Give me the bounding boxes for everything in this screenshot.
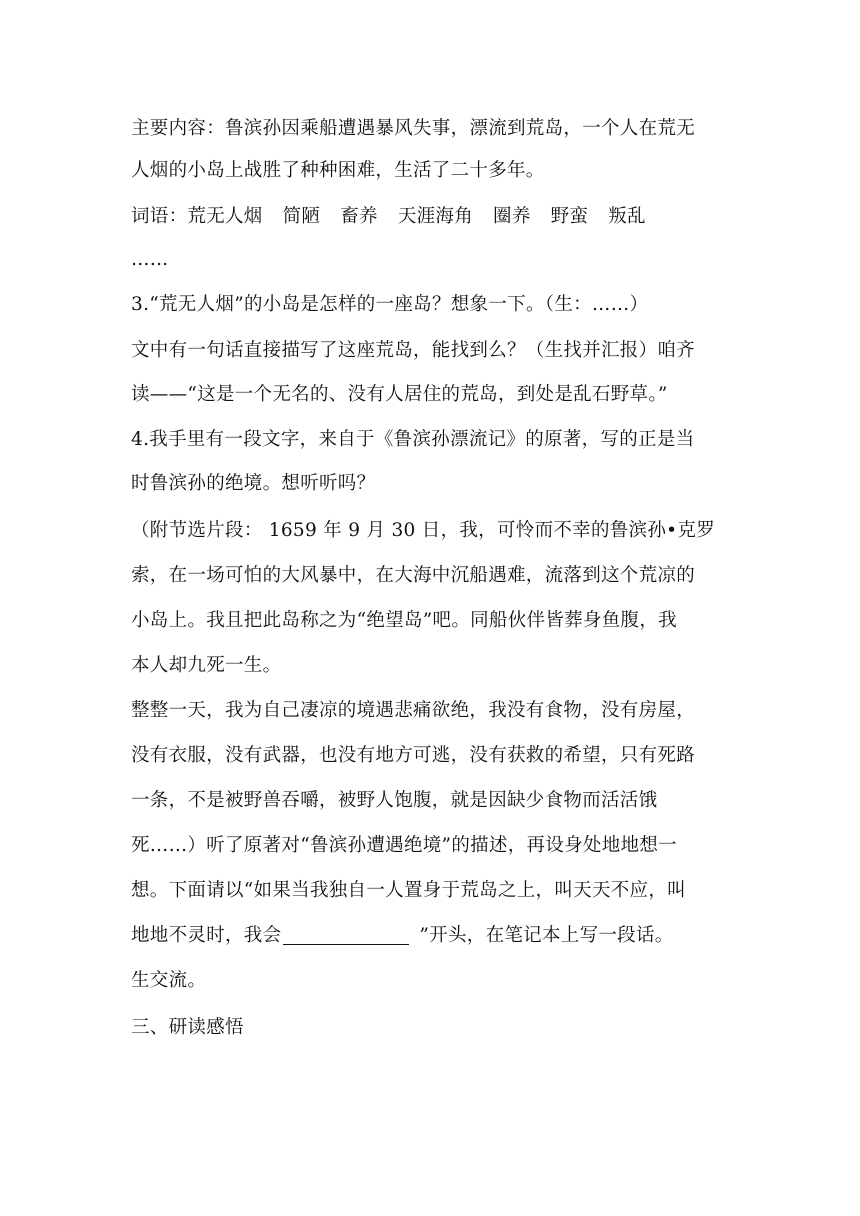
excerpt-line: 索，在一场可怕的大风暴中，在大海中沉船遇难，流落到这个荒凉的 — [131, 565, 696, 586]
text-line: 生交流。 — [131, 970, 207, 991]
writing-prompt-line — [131, 924, 731, 948]
excerpt-line: （附节选片段： 1659 年 9 月 30 日，我，可怜而不幸的鲁滨孙•克罗 — [131, 520, 715, 541]
prompt-start: 地地不灵时，我会 — [131, 925, 282, 946]
vocab-word: 圈养 — [493, 206, 531, 227]
vocab-word: 荒无人烟 — [187, 206, 263, 227]
text-line: 文中有一句话直接描写了这座荒岛，能找到么？（生找并汇报）咱齐 — [131, 340, 696, 361]
main-content-line-1: 主要内容：鲁滨孙因乘船遭遇暴风失事，漂流到荒岛，一个人在荒无 — [131, 118, 696, 139]
question-4: 4.我手里有一段文字，来自于《鲁滨孙漂流记》的原著，写的正是当 — [131, 429, 695, 450]
excerpt-line: 一条，不是被野兽吞嚼，被野人饱腹，就是因缺少食物而活活饿 — [131, 790, 658, 811]
main-content-line-2: 人烟的小岛上战胜了种种困难，生活了二十多年。 — [131, 160, 545, 181]
prompt-end: ”开头，在笔记本上写一段话。 — [419, 925, 674, 946]
vocab-word: 简陋 — [282, 206, 321, 227]
vocab-word: 野蛮 — [550, 206, 589, 227]
text-line: 读——“这是一个无名的、没有人居住的荒岛，到处是乱石野草。” — [131, 384, 668, 405]
ellipsis-line: …… — [131, 249, 169, 270]
section-heading: 三、研读感悟 — [131, 1017, 244, 1038]
excerpt-line: 小岛上。我且把此岛称之为“绝望岛”吧。同船伙伴皆葬身鱼腹，我 — [131, 610, 677, 631]
question-3: 3.“荒无人烟”的小岛是怎样的一座岛？想象一下。（生：……） — [131, 294, 649, 315]
excerpt-line: 本人却九死一生。 — [131, 655, 282, 676]
text-line: 时鲁滨孙的绝境。想听听吗？ — [131, 473, 376, 494]
vocab-word: 叛乱 — [608, 206, 646, 227]
vocab-word: 畜养 — [340, 206, 378, 227]
excerpt-line: 没有衣服，没有武器，也没有地方可逃，没有获救的希望，只有死路 — [131, 745, 696, 766]
excerpt-line: 整整一天，我为自己凄凉的境遇悲痛欲绝，我没有食物，没有房屋， — [131, 700, 696, 721]
text-line: 死……）听了原著对“鲁滨孙遭遇绝境”的描述，再设身处地地想一 — [131, 835, 677, 856]
vocabulary-label: 词语： — [131, 206, 188, 227]
vocab-word: 天涯海角 — [397, 206, 474, 227]
fill-in-blank — [283, 924, 409, 945]
vocabulary-row — [131, 205, 731, 229]
text-line: 想。下面请以“如果当我独自一人置身于荒岛之上，叫天天不应，叫 — [131, 880, 686, 901]
